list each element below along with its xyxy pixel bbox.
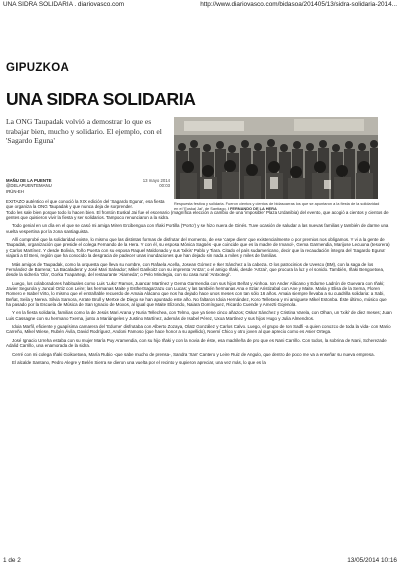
article-paragraph: Todo genial en un día en el que se casó mi amiga Miren Ercibengoa con Iñaki Portilla ('Porto') y se hizo nuera de Ginés. Tuve ocasión de saludar a las nuevas familias y también de darme una vuelta vespertina por la zona santiaguista. [6,223,389,234]
author-location: IRÚN-EH [6,188,24,194]
print-footer [0,556,400,566]
article-headline: UNA SIDRA SOLIDARIA [6,89,196,109]
article-paragraph: Allí comprobé que la solidaridad existe, lo mismo que las distintas formas de disfrutar del momento, de ese 'carpe diem' que existencialmente o por premios nos obligamos. Y vi a la gente de Taupadak, organización que preside el colega Fernando de la Hera. Y con él, su esposa Mónica Sagüés -que coincide que es la madre de Imanol-, Gema Garmendia, Marijose Lecuona (tesorera) y Carlos Martínez. Y desde Bolivia, Toño Puerta con su esposa Raquel Maldonado y sus 'txikis' Pablo y Tiara. Citado el país sudamericano, decir que la recaudación íntegra del 'Sagardo Eguna' viajará a El Beni, región que ha conocido la desgracia de padecer unas inundaciones que han dejado sin nada a miles y miles de familias. [6,237,390,259]
article-paragraph: Luego, los colaboradores habituales como Luis 'Luko' Ramos, Juancar Martínez y Gema Garmendia con sus hijos Beñat y Ainhoa. Ion Ander Alácano y Edurne Ladrón de Guevara con Iñaki; Javier Segurola y Juncal Ortiz con Leire; las hermanas Maite y EstherSagarzazu con Lucas; y las también hermanas Ana e Itziar Aristizabal con Ane y Maite. Maria y Elisa de la Serna, Floren Romero e Isabel Virto, lo mismo que el entrañable recuerdo de Amaia Alácano que nos ha dejado hace unos meses con tan sólo 16 años. Amaia siempre llevaba a su cuadrilla solidaria: a Xabi, Beñat, Seila y Nerea. Silvia Samora, Arrate Brull y Mertxe de Diego se han apuntado este año. No faltaron Idoia Hernández, Koro Telletxea y mi amiguete Mikel Estonba. Éste último, músico que ha pasado por la Escuela de Música de San Ignacio de Moxos, al igual que Maite Elizondo, Naiara Domínguez, Ricardo Cuende y Amezti Gojenola. [6,280,387,307]
print-page-count: 1 de 2 [3,557,21,564]
publish-date-day: 13 mayo 2014 [142,178,170,183]
photo-caption-text: Respuesta festiva y solidaria. Fueron cientos y cientos de bidasoarras los que se apuntaron a la fiesta de la solidaridad en el 'Euskal Jai', de Santiago. [174,201,380,211]
article-paragraph: José Ignacio Urreha estaba con su mujer María Puy Aramendia, con su hijo Iñaki y con la novia de éste, esa madrileña de pro que es Nani Carrillo. Con todos, la sobrina de Nani, Scherezade Adalid Carrillo, una enamorada de la sidra. [6,337,387,349]
article-body [6,199,392,369]
print-timestamp: 13/05/2014 10:16 [347,557,397,564]
publish-date-time: 00:03 [159,183,170,189]
article-paragraph-first-continued: Todo les sale bien porque todo lo hacen bien. El frontón Euskal Jai fue el escenario (magnífica elección a cambio de una 'imposible' Plaza Urdanibia) del evento, que acogió a cientos y cientos de gentes que quisieron vivir la fiesta y ser solidarios. Tampoco renunciaron a la sidra. [6,209,389,220]
article-paragraph: Idoia Marfil, eficiente y guapísima camarera del 'Edurne' disfrutaba con Alberto Zozaya, Olatz González y Carlos Calvo. Luego, el grupo de Ion Sadfi -a quien conozco de toda la vida- con Mario Carreño, Mikel Wiese, Rubén Ávila, David Rodríguez, Andoni Famoso (que hace honor a su apellido), Noemí Chico y otro joven al que aprecio como es Asier Ortega. [6,324,391,335]
print-header-url: http://www.diariovasco.com/bidasoa/201405/13/sidra-solidaria-2014... [200,1,397,8]
photo-credit: / FERNANDO DE LA HERA [227,206,277,211]
author-name: MAÑU DE LA PUENTE [6,178,52,183]
article-paragraph: Cerré con mi colega Iñaki Goikoetxea, María Rubio -que sabe mucho de prensa-, Sandra 'Xan' Cantero y Leire Ruiz de Angulo, que dentro de poco me va a enseñar su nueva empresa. [12,351,375,357]
publish-date [143,178,170,189]
author-handle[interactable]: @DELAPUENTEMANU [6,183,52,189]
byline [6,178,170,194]
article-paragraph-first: EXITAZO auténtico el que conoció la XIX edición del 'Sagardo Eguna', esa fiesta que organiza la ONG Taupadak y que nunca deja de sorprender. [6,199,165,210]
article-paragraph: Y en la fiesta solidaria, familias como la de Jesús Mari Arana y Nuria Tellechea, con Telmo, que ya tiene cinco añazos; Oskar Sánchez y Cristina Varela, con Olhan, un 'txiki' de diez meses; Juan Luis Cassagne con su hermano Txema, junto a Mariángeles y Justino Martínez, además de Isabel Pérez, Uxoa Martínez y sus hijos Hugo y Julia Almendros. [6,310,392,321]
print-header-title: UNA SIDRA SOLIDARIA . diariovasco.com [3,1,125,8]
section-label: GIPUZKOA [6,62,70,74]
article-paragraph: El alcalde Santano, Pedro Alegre y Belén Sierra se dieron una vuelta por el recinto y supieron apreciar, una vez más, lo que es la [12,360,266,366]
article-photo [174,117,378,199]
article-lead: La ONG Taupadak volvió a demostrar lo que es trabajar bien, mucho y solidario. El ejemplo, con el 'Sagardo Eguna' [6,117,162,146]
print-header [0,0,400,10]
article-paragraph: Más amigos de Taupadak, como la orquesta que lleva su nombre, con Rafaela Acella, Josean Gómez e Iker Sánchez a la cabeza. O los patrocinios de Uvesco (BM), con la saga de los Fernández de Barrena; 'La Bacaladera' y José Mari Salvador; Mikel Garikoitz con su imprenta 'Antza'; o el amigo Iñaki, desde 'Artzai', que procura la luz y el sonido. También, Iñaki Bengoetxea, desde la sidrería 'Ola', Gorka Txapartegi, del restaurante 'Alameda'; o Pelo Mindegia, con su casa rural 'Antxotegi'. [6,261,385,278]
